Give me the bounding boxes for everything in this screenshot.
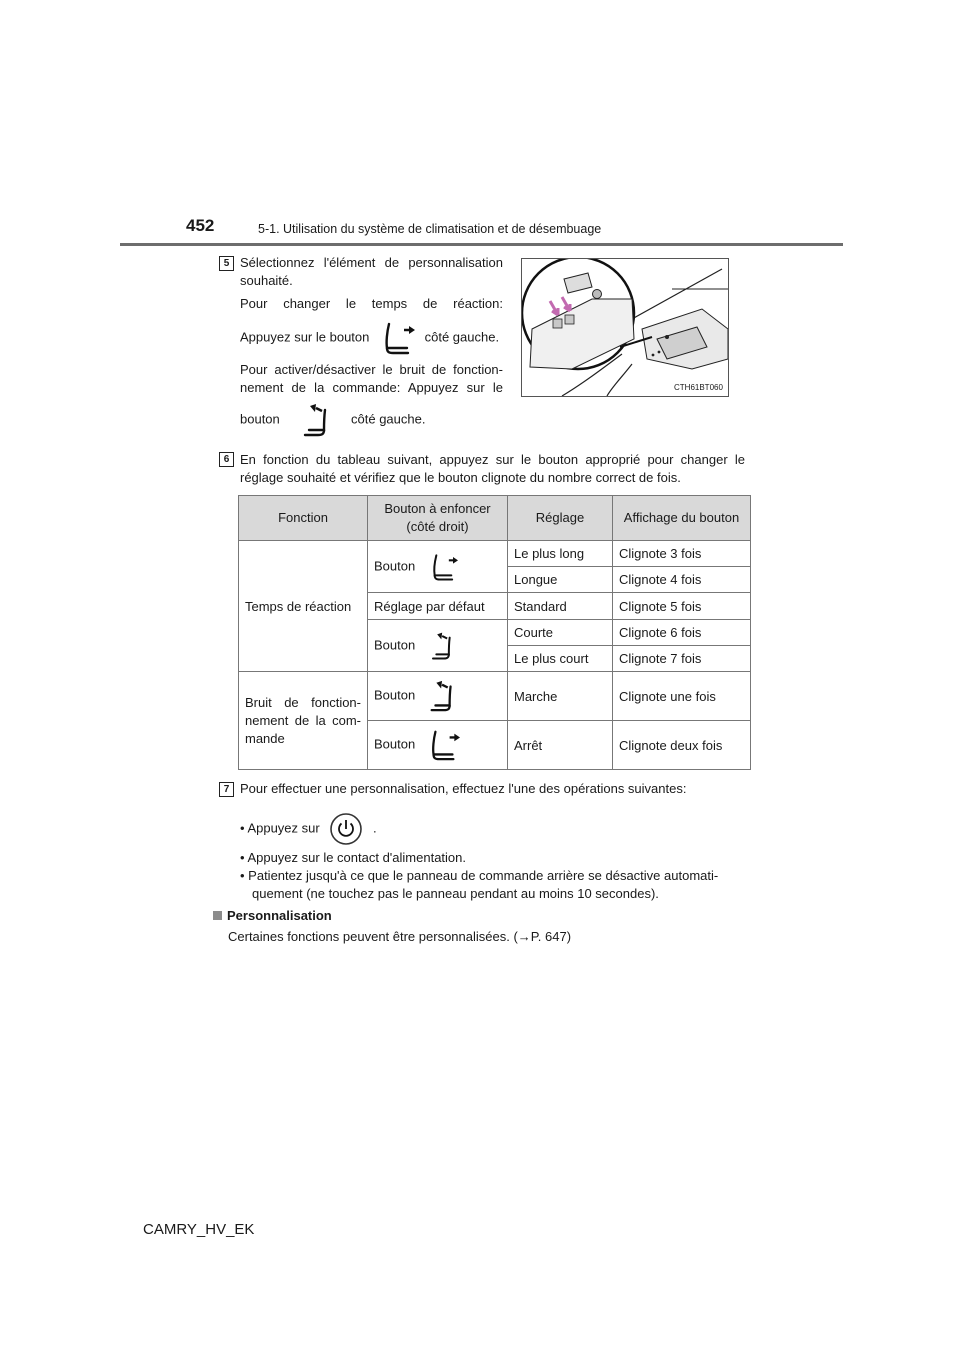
control-panel-figure [521,258,729,397]
setting-cell: Courte [508,620,613,646]
square-bullet-icon [213,911,222,920]
seat-arrow-left-icon [423,631,463,661]
step-5-line-6: nement de la commande: Appuyez sur le [240,380,503,395]
display-cell: Clignote 4 fois [613,567,751,593]
step-7-intro: Pour effectuer une personnalisation, effectuez l'une des opérations suivantes: [240,781,687,796]
footer-model: CAMRY_HV_EK [143,1221,255,1238]
display-cell: Clignote deux fois [613,721,751,770]
figure-code: CTH61BT060 [674,383,723,392]
step-5-text [240,254,503,290]
button-cell: Réglage par défaut [368,593,508,620]
display-cell: Clignote 7 fois [613,646,751,672]
step-6-badge: 6 [219,452,234,467]
note-text-b: P. 647) [530,929,572,944]
header-rule [120,243,843,246]
bullet-3-line-1: • Patientez jusqu'à ce que le panneau de commande arrière se désactive automati- [240,868,719,883]
note-title [213,907,332,925]
step-6-text [240,451,745,487]
setting-cell: Le plus court [508,646,613,672]
step-5-line-5: Pour activer/désactiver le bruit de fonction- [240,362,503,377]
button-label: Bouton [374,687,416,703]
seat-arrow-left-icon [297,402,337,438]
step-7-badge: 7 [219,782,234,797]
table-row [239,541,751,567]
button-label: Bouton [374,557,416,573]
control-panel-illustration [522,259,728,396]
step-5-line-7a: bouton [240,411,280,427]
display-cell: Clignote 3 fois [613,541,751,567]
step-5-para-2 [240,361,503,397]
settings-table [238,495,751,770]
step-6-line-1: En fonction du tableau suivant, appuyez sur le bouton approprié pour changer le [240,452,745,467]
setting-cell: Longue [508,567,613,593]
arrow-icon: → [517,929,531,944]
function-cell: Bruit de fonction-nement de la com-mande [239,672,368,770]
button-label: Bouton [374,636,416,652]
seat-arrow-left-icon [423,679,463,713]
setting-cell: Le plus long [508,541,613,567]
step-5-line-4 [240,320,510,356]
step-5-line-7b: côté gauche. [351,411,426,427]
button-cell [368,620,508,672]
bullet-3-line-2: quement (ne touchez pas le panneau pendant au moins 10 secondes). [252,886,659,901]
note-text-a: Certaines fonctions peuvent être personnalisées. ( [228,929,518,944]
step-7-bullet-3 [240,867,718,903]
header-reglage: Réglage [508,496,613,541]
seat-arrow-right-icon [423,728,463,762]
step-5-line-1: Sélectionnez l'élément de personnalisation [240,255,503,270]
bullet-1-text: • Appuyez sur [240,820,320,836]
setting-cell: Standard [508,593,613,620]
button-cell [368,672,508,721]
setting-cell: Arrêt [508,721,613,770]
table-header-row [239,496,751,541]
step-5-line-2: souhaité. [240,273,293,288]
step-5-line-4a: Appuyez sur le bouton [240,329,370,345]
header-fonction: Fonction [239,496,368,541]
button-cell [368,541,508,593]
header-bouton: Bouton à enfoncer (côté droit) [368,496,508,541]
page-number: 452 [186,216,215,235]
step-5-line-4b: côté gauche. [424,329,500,345]
setting-cell: Marche [508,672,613,721]
button-cell [368,721,508,770]
power-button-icon [329,812,363,846]
seat-arrow-right-icon [377,320,417,356]
seat-arrow-right-icon [423,552,463,582]
function-cell: Temps de réaction [239,541,368,672]
step-6-line-2: réglage souhaité et vérifiez que le bouton clignote du nombre correct de fois. [240,470,681,485]
display-cell: Clignote 6 fois [613,620,751,646]
step-7-bullet-2: • Appuyez sur le contact d'alimentation. [240,850,466,865]
step-5-line-7 [240,402,510,438]
bullet-1-end: . [372,820,377,836]
step-5-badge: 5 [219,256,234,271]
header-affichage: Affichage du bouton [613,496,751,541]
step-5-line-3: Pour changer le temps de réaction: [240,296,503,311]
table-row [239,672,751,721]
button-label: Bouton [374,736,416,752]
display-cell: Clignote 5 fois [613,593,751,620]
step-7-bullet-1 [240,812,377,846]
note-title-text: Personnalisation [227,908,332,923]
note-text [228,928,571,946]
chapter-title: 5-1. Utilisation du système de climatisation et de désembuage [258,222,602,236]
display-cell: Clignote une fois [613,672,751,721]
